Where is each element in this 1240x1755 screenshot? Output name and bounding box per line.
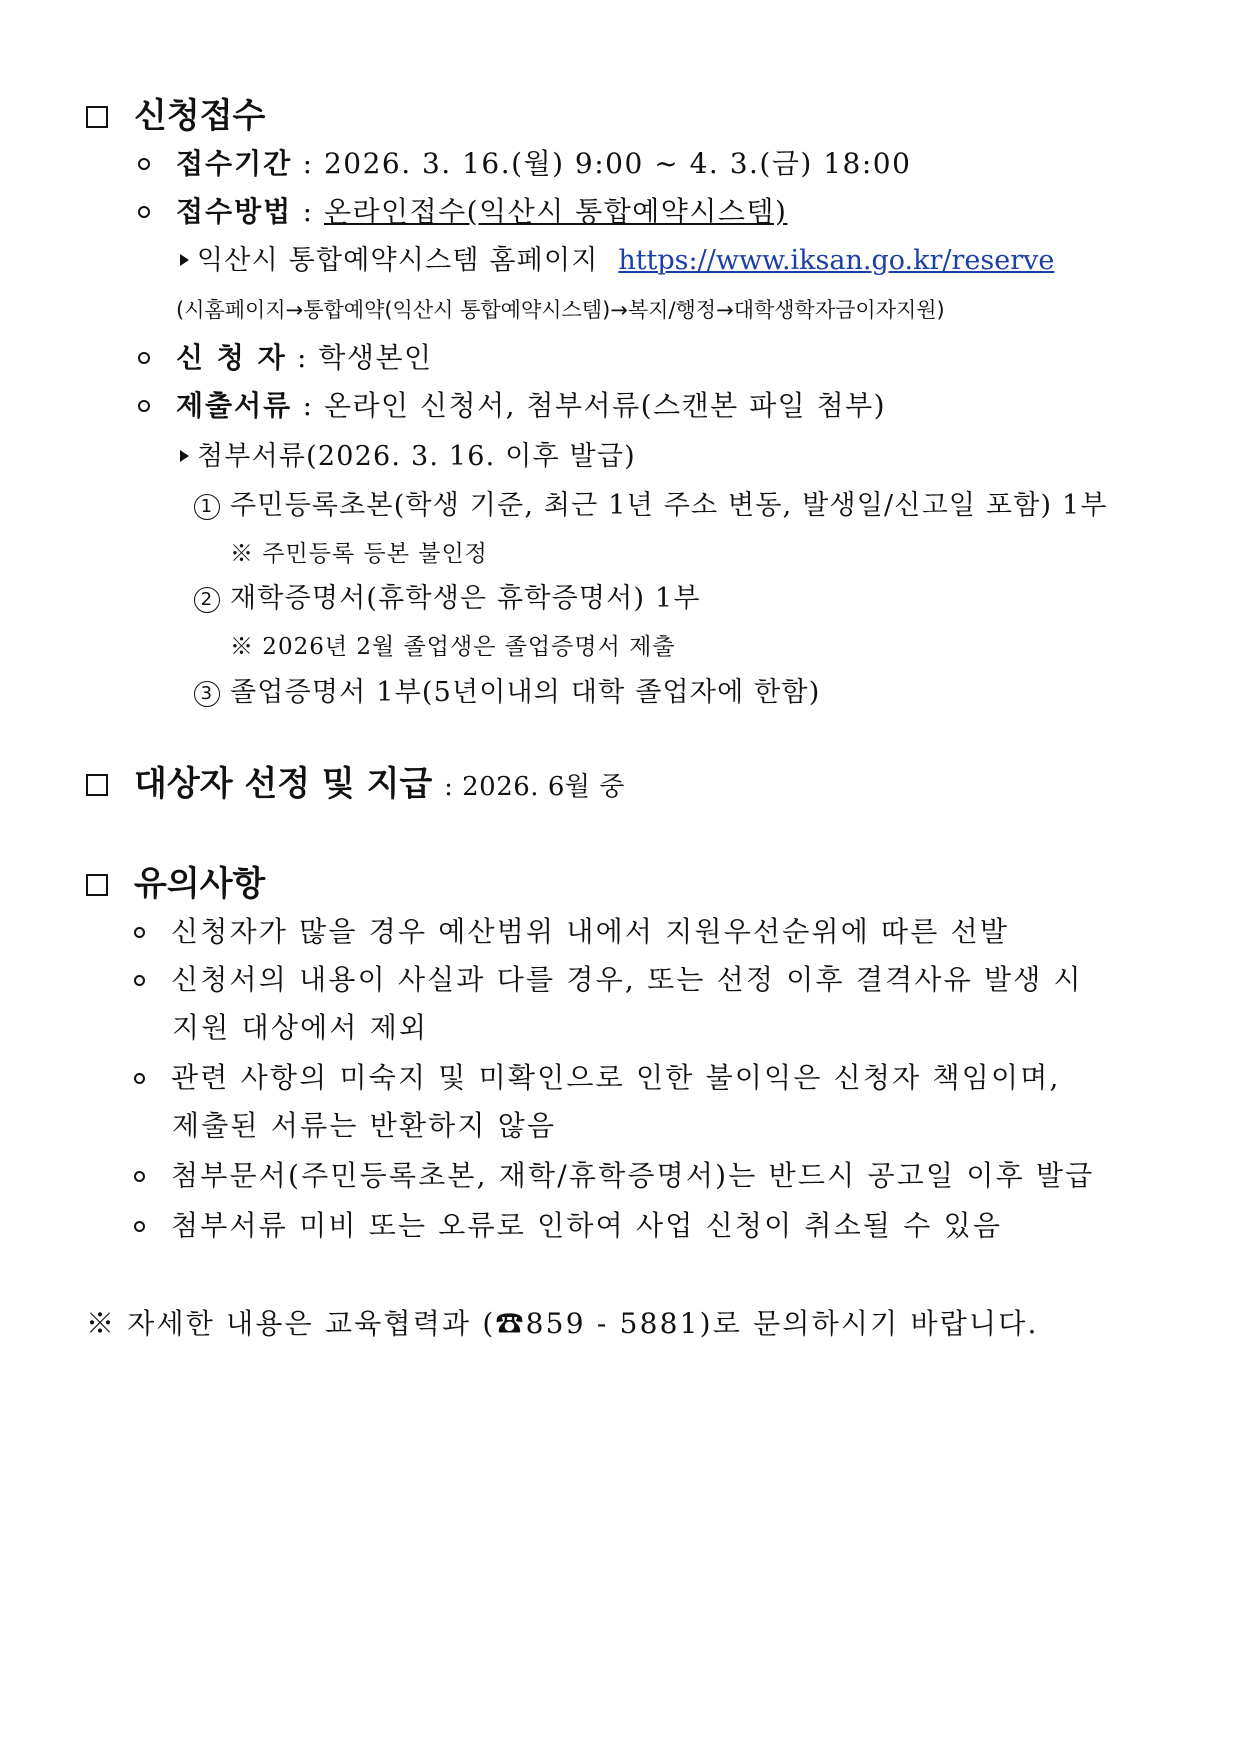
circled-number-icon: 1: [194, 494, 220, 520]
attach-header: 첨부서류(2026. 3. 16. 이후 발급): [197, 441, 636, 472]
applicant-row: 신 청 자 : 학생본인: [138, 336, 433, 376]
circled-number-icon: 3: [194, 681, 220, 707]
doc-item-note: ※ 주민등록 등본 불인정: [230, 541, 488, 567]
doc-item: [194, 576, 701, 615]
method-row: 접수방법 : 온라인접수(익산시 통합예약시스템): [138, 190, 787, 230]
notice-item: [134, 1154, 1094, 1194]
method-value: 온라인접수(익산시 통합예약시스템): [323, 195, 788, 228]
period-row: 접수기간 : 2026. 3. 16.(월) 9:00 ~ 4. 3.(금) 18:00: [138, 142, 911, 182]
notice-text: 관련 사항의 미숙지 및 미확인으로 인한 불이익은 신청자 책임이며,: [171, 1061, 1061, 1094]
circle-bullet-icon: [134, 1073, 145, 1084]
circled-number-icon: 2: [194, 587, 220, 613]
circle-bullet-icon: [138, 400, 150, 412]
homepage-row: [180, 238, 1054, 277]
doc-item-text: 주민등록초본(학생 기준, 최근 1년 주소 변동, 발생일/신고일 포함) 1부: [230, 490, 1108, 521]
doc-item-note: ※ 2026년 2월 졸업생은 졸업증명서 제출: [230, 634, 676, 660]
checkbox-square-icon: [86, 106, 108, 128]
contact-prefix: ※ 자세한 내용은 교육협력과 (: [86, 1307, 496, 1340]
section-heading-selection: [86, 756, 625, 805]
circle-bullet-icon: [138, 158, 150, 170]
menu-path: (시홈페이지→통합예약(익산시 통합예약시스템)→복지/행정→대학생학자금이자지원): [176, 298, 945, 322]
notice-item: [134, 1056, 1061, 1096]
documents-label: 제출서류: [176, 389, 293, 422]
notice-item: [134, 1204, 1002, 1244]
notice-text-cont: 제출된 서류는 반환하지 않음: [172, 1109, 557, 1142]
doc-item: [194, 483, 1108, 522]
telephone-icon: ☎: [495, 1307, 526, 1340]
section-title: 대상자 선정 및 지급: [134, 764, 433, 804]
reserve-link[interactable]: https://www.iksan.go.kr/reserve: [618, 245, 1055, 276]
period-label: 접수기간: [176, 147, 293, 180]
section-title: 유의사항: [134, 864, 266, 904]
doc-item-text: 재학증명서(휴학생은 휴학증명서) 1부: [230, 583, 701, 614]
period-value: 2026. 3. 16.(월) 9:00 ~ 4. 3.(금) 18:00: [323, 147, 912, 180]
method-label: 접수방법: [176, 195, 293, 228]
contact-phone: 859 - 5881: [525, 1307, 700, 1340]
applicant-value: 학생본인: [318, 341, 433, 374]
notice-text: 신청서의 내용이 사실과 다를 경우, 또는 선정 이후 결격사유 발생 시: [171, 963, 1083, 996]
applicant-label: 신 청 자: [176, 341, 287, 374]
notice-text: 첨부문서(주민등록초본, 재학/휴학증명서)는 반드시 공고일 이후 발급: [171, 1159, 1095, 1192]
notice-text: 첨부서류 미비 또는 오류로 인하여 사업 신청이 취소될 수 있음: [171, 1209, 1003, 1242]
documents-row: 제출서류 : 온라인 신청서, 첨부서류(스캔본 파일 첨부): [138, 384, 886, 424]
circle-bullet-icon: [134, 1171, 145, 1182]
notice-text: 신청자가 많을 경우 예산범위 내에서 지원우선순위에 따른 선발: [171, 915, 1010, 948]
homepage-text: 익산시 통합예약시스템 홈페이지: [197, 245, 599, 276]
attach-header-row: [180, 434, 636, 473]
documents-value: 온라인 신청서, 첨부서류(스캔본 파일 첨부): [323, 389, 887, 422]
doc-item: [194, 670, 820, 709]
triangle-bullet-icon: [180, 254, 189, 266]
checkbox-square-icon: [86, 874, 108, 896]
circle-bullet-icon: [134, 927, 145, 938]
section-heading-application: [86, 88, 265, 137]
selection-value: : 2026. 6월 중: [444, 772, 625, 802]
section-heading-notes: [86, 856, 265, 905]
circle-bullet-icon: [138, 206, 150, 218]
circle-bullet-icon: [134, 1221, 145, 1232]
notice-item: [134, 958, 1083, 998]
notice-item: [134, 910, 1009, 950]
contact-suffix: )로 문의하시기 바랍니다.: [699, 1307, 1039, 1340]
section-title: 신청접수: [134, 96, 266, 136]
circle-bullet-icon: [138, 352, 150, 364]
circle-bullet-icon: [134, 975, 145, 986]
triangle-bullet-icon: [180, 450, 189, 462]
notice-text-cont: 지원 대상에서 제외: [172, 1011, 429, 1044]
contact-note: [86, 1302, 1039, 1342]
checkbox-square-icon: [86, 774, 108, 796]
doc-item-text: 졸업증명서 1부(5년이내의 대학 졸업자에 한함): [230, 677, 821, 708]
